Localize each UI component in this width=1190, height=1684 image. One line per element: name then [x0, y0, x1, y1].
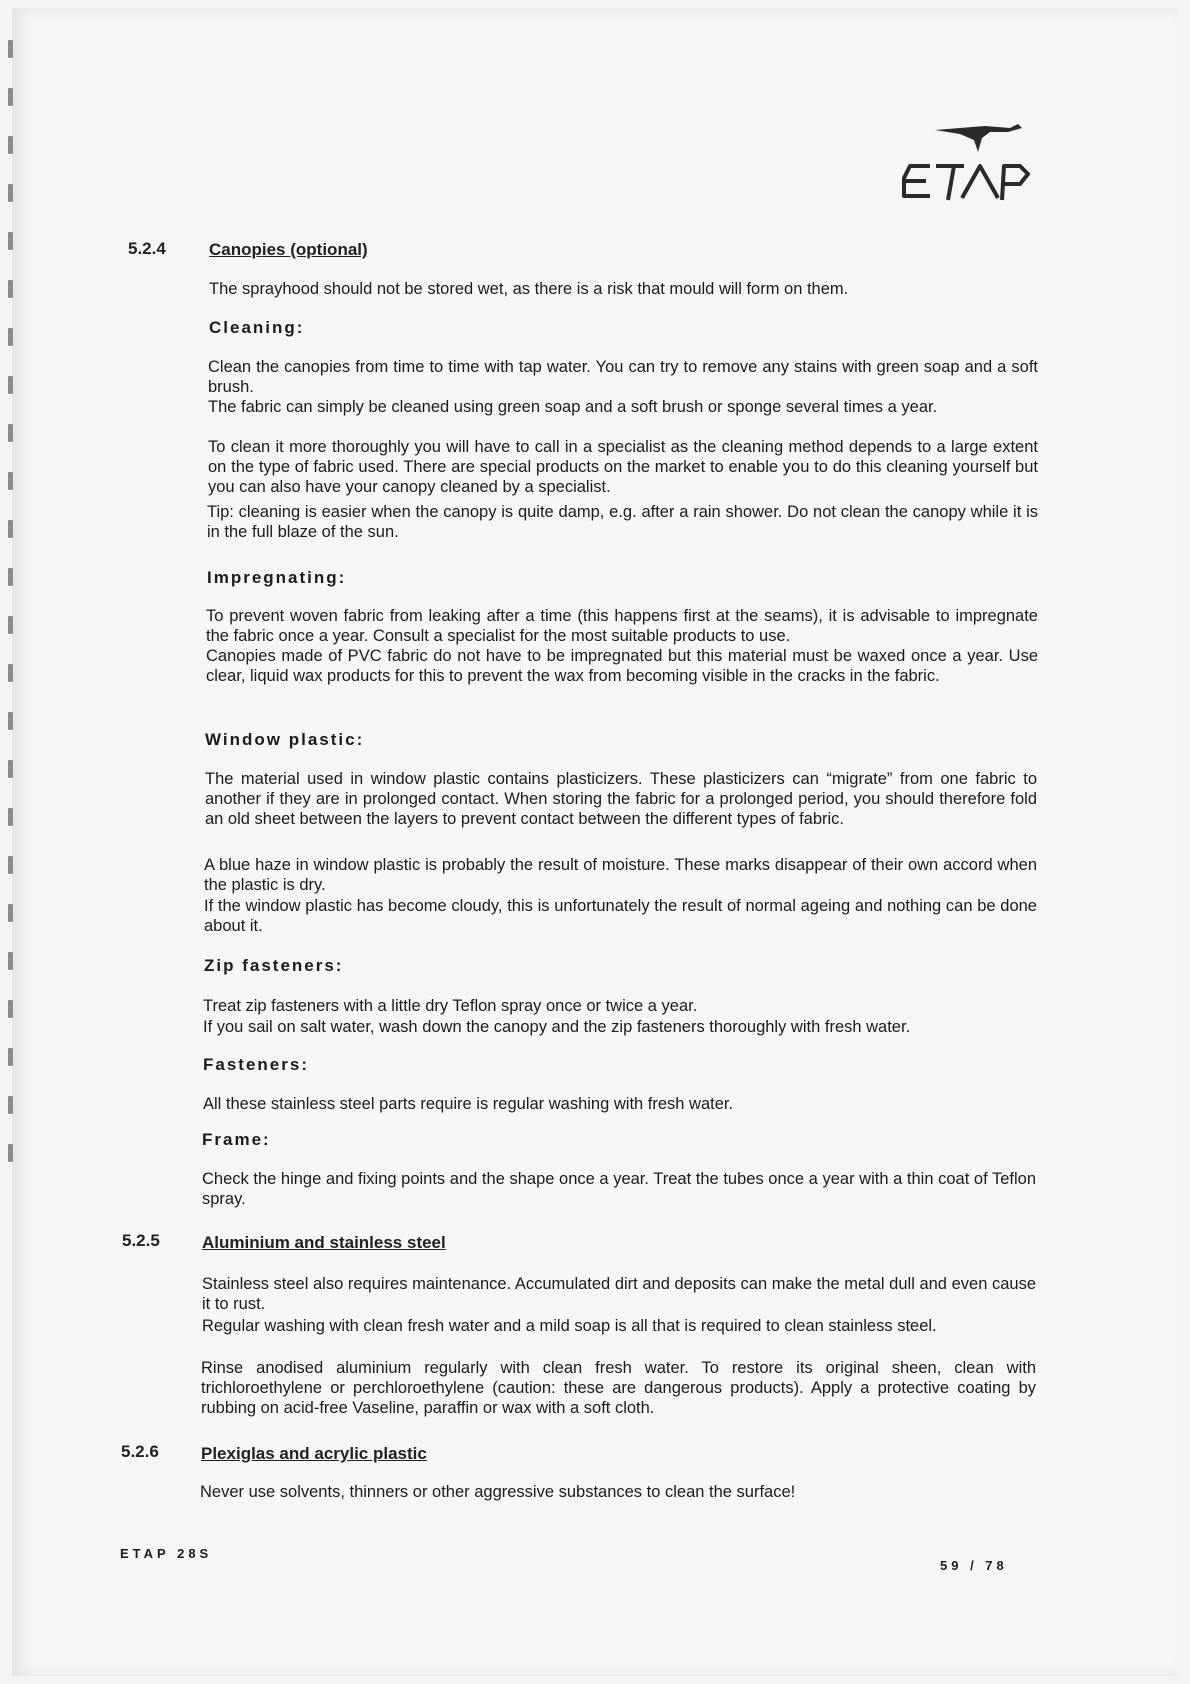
subheading-zip-fasteners: Zip fasteners: [204, 956, 344, 975]
section-title: Canopies (optional) [209, 240, 368, 259]
footer-model: ETAP 28S [120, 1546, 213, 1561]
paragraph: Treat zip fasteners with a little dry Teflon spray once or twice a year. [203, 997, 698, 1015]
paragraph: If the window plastic has become cloudy, this is unfortunately the result of normal ageing and nothing can be done about it. [204, 897, 1037, 935]
paragraph: If you sail on salt water, wash down the canopy and the zip fasteners thoroughly with fresh water. [203, 1018, 911, 1036]
section-title: Aluminium and stainless steel [202, 1233, 446, 1252]
paragraph: The material used in window plastic contains plasticizers. These plasticizers can “migrate” from one fabric to another if they are in prolonged contact. When storing the fabric for a prolonged period, you should therefore fold an old sheet between the layers to prevent contact between the different types of fabric. [205, 770, 1037, 828]
paragraph: Regular washing with clean fresh water and a mild soap is all that is required to clean stainless steel. [202, 1317, 937, 1335]
paragraph: Never use solvents, thinners or other aggressive substances to clean the surface! [200, 1483, 796, 1501]
footer-page-number: 59 / 78 [940, 1558, 1008, 1573]
section-number: 5.2.5 [122, 1231, 160, 1250]
subheading-impregnating: Impregnating: [207, 568, 347, 587]
paragraph: Stainless steel also requires maintenance. Accumulated dirt and deposits can make the metal dull and even cause it to rust. [202, 1275, 1036, 1313]
section-number: 5.2.4 [128, 239, 166, 258]
paragraph: The fabric can simply be cleaned using green soap and a soft brush or sponge several times a year. [208, 398, 938, 416]
paragraph: To prevent woven fabric from leaking after a time (this happens first at the seams), it is advisable to impregnate the fabric once a year. Consult a specialist for the most suitable products to use. [206, 607, 1038, 645]
subheading-cleaning: Cleaning: [209, 318, 305, 337]
subheading-fasteners: Fasteners: [203, 1055, 309, 1074]
paragraph: Canopies made of PVC fabric do not have to be impregnated but this material must be waxed once a year. Use clear, liquid wax products for this to prevent the wax from becoming visible in the cracks in the fabric. [206, 647, 1038, 685]
section-number: 5.2.6 [121, 1442, 159, 1461]
binding-holes [8, 30, 18, 1430]
etap-logo [890, 118, 1040, 208]
section-title: Plexiglas and acrylic plastic [201, 1444, 427, 1463]
subheading-frame: Frame: [202, 1130, 271, 1149]
paragraph: Check the hinge and fixing points and the shape once a year. Treat the tubes once a year with a thin coat of Teflon spray. [202, 1170, 1036, 1208]
document-page [12, 8, 1178, 1676]
paragraph: A blue haze in window plastic is probably the result of moisture. These marks disappear of their own accord when the plastic is dry. [204, 856, 1037, 894]
paragraph: Rinse anodised aluminium regularly with clean fresh water. To restore its original sheen, clean with trichloroethylene or perchloroethylene (caution: these are dangerous products). Apply a protective coating by rubbing on acid-free Vaseline, paraffin or wax with a soft cloth. [201, 1359, 1036, 1417]
paragraph: Tip: cleaning is easier when the canopy is quite damp, e.g. after a rain shower. Do not clean the canopy while it is in the full blaze of the sun. [207, 503, 1038, 541]
paragraph: To clean it more thoroughly you will have to call in a specialist as the cleaning method depends to a large extent on the type of fabric used. There are special products on the market to enable you to do this cleaning yourself but you can also have your canopy cleaned by a specialist. [208, 438, 1038, 496]
paragraph: The sprayhood should not be stored wet, as there is a risk that mould will form on them. [209, 280, 849, 298]
subheading-window-plastic: Window plastic: [205, 730, 365, 749]
paragraph: All these stainless steel parts require is regular washing with fresh water. [203, 1095, 734, 1113]
paragraph: Clean the canopies from time to time with tap water. You can try to remove any stains with green soap and a soft brush. [208, 358, 1038, 396]
